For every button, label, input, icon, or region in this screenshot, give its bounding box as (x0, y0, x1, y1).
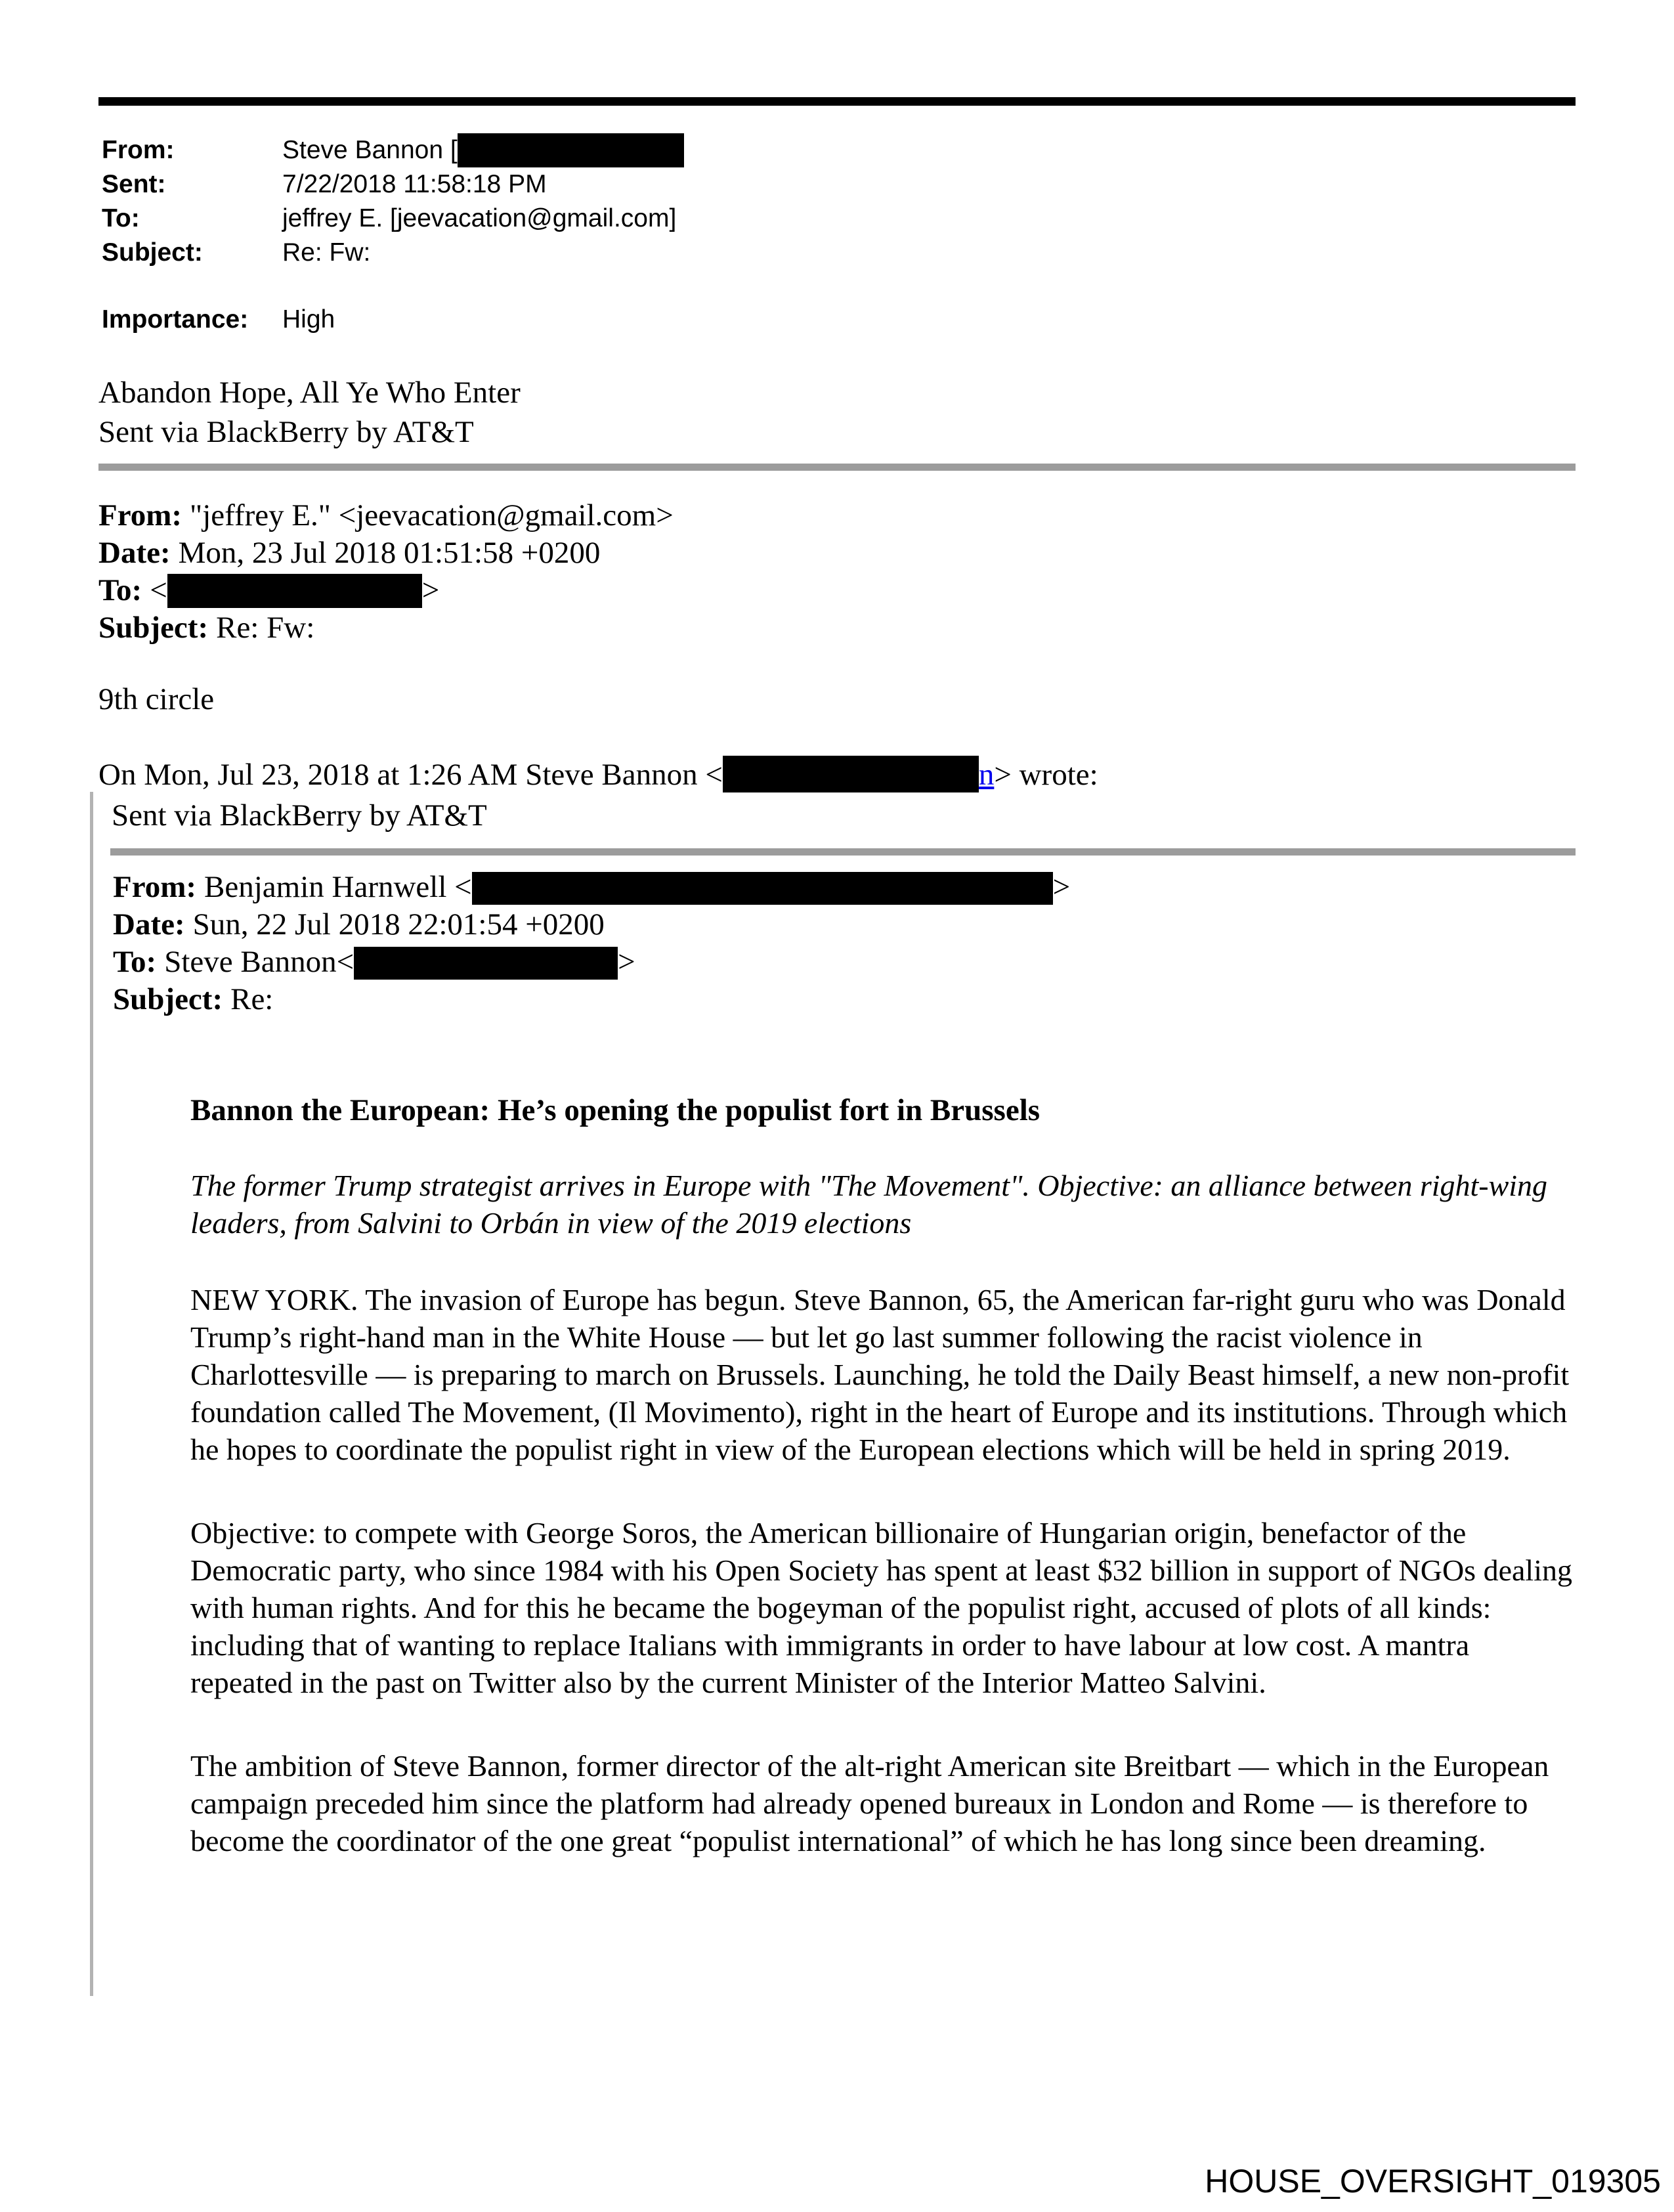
article-paragraph: Objective: to compete with George Soros, the American billionaire of Hungarian origin, benefactor of the Democratic party, who since 1984 with his Open Society has spent at least $32 billion in support of NGOs dealing with human rights. And for this he became the bogeyman of the populist right, accused of plots of all kinds: including that of wanting to replace Italians with immigrants in order to have labour at low cost. A mantra repeated in the past on Twitter also by the current Minister of the Interior Matteo Salvini. (190, 1516, 1572, 1699)
quoted2-date-value: Sun, 22 Jul 2018 22:01:54 +0200 (192, 907, 605, 942)
header-row-from (102, 133, 684, 167)
quoted1-date-value: Mon, 23 Jul 2018 01:51:58 +0200 (178, 536, 601, 570)
quoted1-to-open: < (150, 573, 167, 607)
quoted-signature: Sent via BlackBerry by AT&T (112, 798, 487, 833)
header-row-importance (102, 303, 684, 337)
to-label: To: (102, 204, 140, 232)
quoted2-to-close: > (618, 945, 635, 979)
email-header (102, 133, 684, 337)
quoted1-to-label: To: (98, 573, 142, 607)
sent-value: 7/22/2018 11:58:18 PM (282, 170, 547, 198)
quoted1-date-line (98, 534, 674, 572)
to-value: jeffrey E. [jeevacation@gmail.com] (282, 204, 677, 232)
sent-label: Sent: (102, 170, 166, 198)
quoted1-subject-label: Subject: (98, 611, 209, 645)
redaction-box (458, 133, 684, 167)
quoted1-to-close: > (421, 573, 440, 607)
quoted1-date-label: Date: (98, 536, 171, 570)
header-row-to (102, 202, 684, 236)
subject-label: Subject: (102, 238, 203, 267)
quoted2-from-line (113, 869, 1070, 906)
redaction-box (167, 574, 422, 608)
body-line-signature: Sent via BlackBerry by AT&T (98, 415, 474, 449)
quoted2-from-label: From: (113, 870, 197, 904)
quoted-email-2-header (113, 869, 1070, 1018)
article-paragraph: The ambition of Steve Bannon, former director of the alt-right American site Breitbart — which in the European campaign preceded him since the platform had already opened bureaux in London and Rome — is therefore to become the coordinator of the one great “populist international” of which he has long since been dreaming. (190, 1749, 1549, 1857)
divider (98, 464, 1576, 471)
bates-number: HOUSE_OVERSIGHT_019305 (1205, 2163, 1661, 2200)
quoted1-subject-value: Re: Fw: (216, 611, 315, 645)
quoted2-subject-value: Re: (230, 982, 274, 1016)
quoted2-subject-line (113, 981, 1070, 1018)
article-paragraph: NEW YORK. The invasion of Europe has begun. Steve Bannon, 65, the American far-right guru who was Donald Trump’s right-hand man in the White House — but let go last summer following the racist violence in Charlottesville — is preparing to march on Brussels. Launching, he told the Daily Beast himself, a new non-profit foundation called The Movement, (Il Movimento), right in the heart of Europe and its institutions. Through which he hopes to coordinate the populist right in view of the European elections which will be held in spring 2019. (190, 1283, 1570, 1466)
quoted2-date-label: Date: (113, 907, 185, 942)
quoted2-from-close: > (1052, 870, 1071, 904)
header-row-subject (102, 236, 684, 270)
body-line: Abandon Hope, All Ye Who Enter (98, 376, 521, 410)
importance-value: High (282, 305, 335, 334)
quoted2-to-label: To: (113, 945, 157, 979)
attribution-suffix: > wrote: (994, 758, 1098, 792)
attribution-prefix: On Mon, Jul 23, 2018 at 1:26 AM Steve Bannon < (98, 758, 723, 792)
attribution-line (98, 755, 1098, 794)
header-row-sent (102, 167, 684, 202)
redaction-box (723, 756, 979, 792)
forwarded-article (190, 1092, 1573, 1859)
from-value (282, 133, 684, 167)
quoted2-to-value: Steve Bannon< (164, 945, 354, 979)
quoted1-from-label: From: (98, 498, 182, 532)
divider (110, 848, 1576, 856)
quoted1-from-line (98, 497, 674, 534)
article-subhead: The former Trump strategist arrives in Europe with "The Movement". Objective: an alliance between right-wing leaders, from Salvini to Orbán in view of the 2019 elections (190, 1169, 1548, 1240)
top-rule (98, 97, 1576, 106)
quoted1-to-line (98, 572, 674, 609)
from-label: From: (102, 136, 175, 164)
message-body (98, 373, 521, 452)
quoted2-date-line (113, 906, 1070, 943)
quoted1-subject-line (98, 609, 674, 647)
importance-label: Importance: (102, 305, 249, 334)
redaction-box (354, 947, 618, 980)
quote-bar (90, 792, 93, 1996)
redaction-box (472, 872, 1053, 905)
quoted2-to-line (113, 943, 1070, 981)
redacted-email-link-fragment: n (978, 758, 995, 792)
article-headline: Bannon the European: He’s opening the populist fort in Brussels (190, 1093, 1041, 1127)
subject-value: Re: Fw: (282, 238, 371, 267)
quoted2-subject-label: Subject: (113, 982, 223, 1016)
quoted1-from-value: "jeffrey E." <jeevacation@gmail.com> (190, 498, 674, 532)
quoted-email-1-header (98, 497, 674, 647)
from-value-text: Steve Bannon [ (282, 136, 458, 164)
quoted2-from-value: Benjamin Harnwell < (204, 870, 472, 904)
reply-text: 9th circle (98, 682, 215, 716)
